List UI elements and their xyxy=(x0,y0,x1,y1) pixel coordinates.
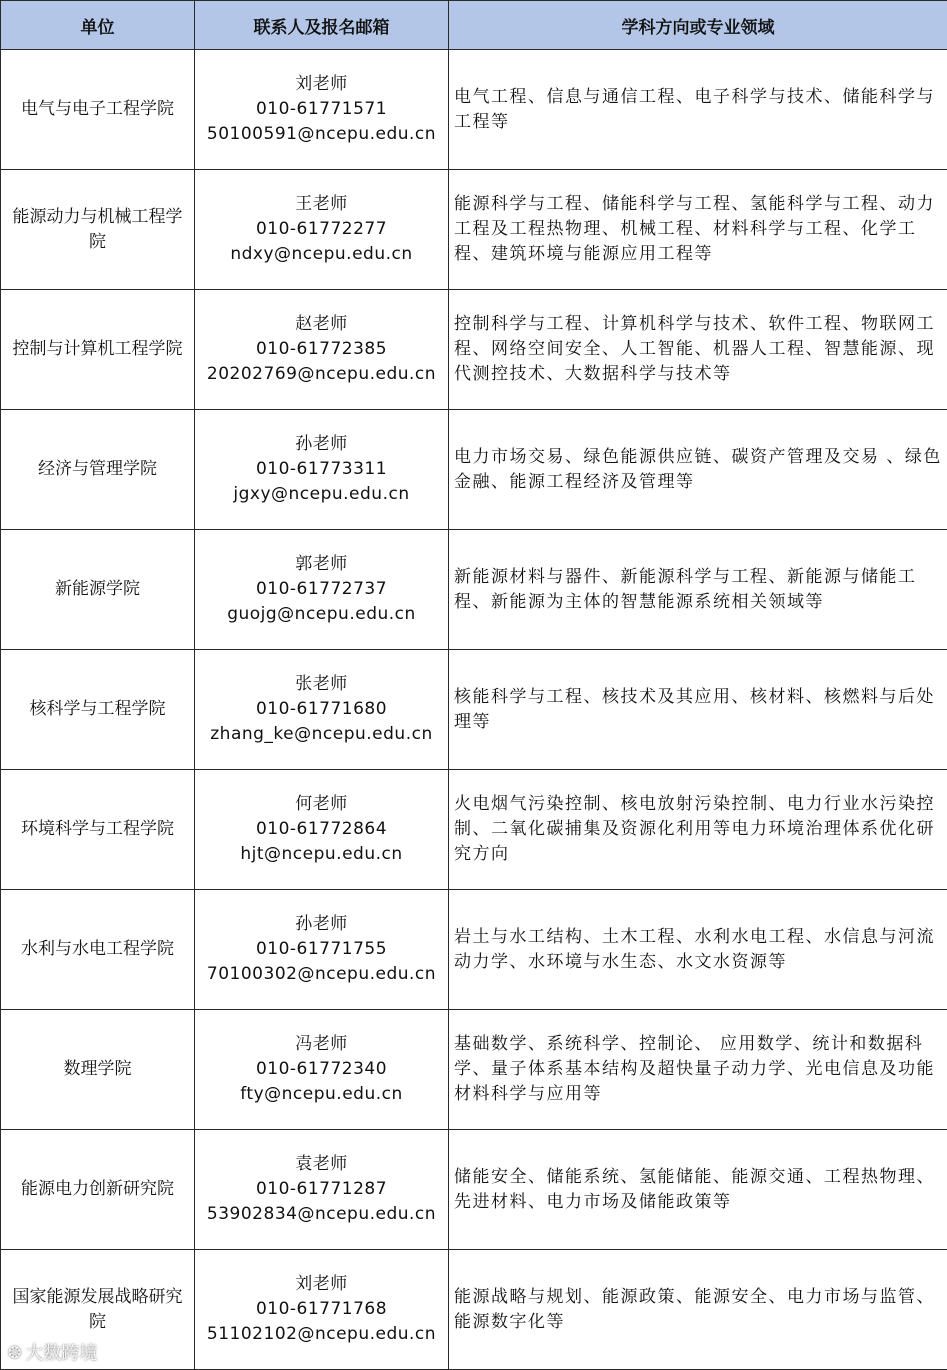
field-cell: 能源科学与工程、储能科学与工程、氢能科学与工程、动力工程及工程热物理、机械工程、材料科学与工程、化学工程、建筑环境与能源应用工程等 xyxy=(449,170,947,290)
contact-cell xyxy=(195,410,449,530)
unit-cell: 新能源学院 xyxy=(1,530,195,650)
contact-name: 何老师 xyxy=(295,794,348,814)
table-row xyxy=(1,530,947,650)
contact-cell xyxy=(195,1010,449,1130)
contact-phone: 010-61771768 xyxy=(255,1299,388,1319)
contact-name: 刘老师 xyxy=(295,74,348,94)
contact-phone: 010-61771755 xyxy=(255,939,388,959)
unit-cell: 环境科学与工程学院 xyxy=(1,770,195,890)
contact-phone: 010-61773311 xyxy=(255,459,388,479)
contact-email[interactable]: 51102102@ncepu.edu.cn xyxy=(206,1324,437,1344)
table-row xyxy=(1,410,947,530)
unit-cell: 核科学与工程学院 xyxy=(1,650,195,770)
watermark-text: 大数跨境 xyxy=(25,1343,98,1364)
contact-phone: 010-61772737 xyxy=(255,579,388,599)
watermark xyxy=(8,1339,97,1365)
contact-cell xyxy=(195,530,449,650)
field-cell: 新能源材料与器件、新能源科学与工程、新能源与储能工程、新能源为主体的智慧能源系统相关领域等 xyxy=(449,530,947,650)
contact-email[interactable]: 70100302@ncepu.edu.cn xyxy=(206,964,437,984)
contact-email[interactable]: 53902834@ncepu.edu.cn xyxy=(206,1204,437,1224)
header-unit: 单位 xyxy=(1,1,195,50)
unit-cell: 数理学院 xyxy=(1,1010,195,1130)
field-cell: 电气工程、信息与通信工程、电子科学与技术、储能科学与工程等 xyxy=(449,50,947,170)
unit-cell: 水利与水电工程学院 xyxy=(1,890,195,1010)
unit-cell: 经济与管理学院 xyxy=(1,410,195,530)
table-row xyxy=(1,170,947,290)
header-field: 学科方向或专业领域 xyxy=(449,1,947,50)
contact-email[interactable]: guojg@ncepu.edu.cn xyxy=(227,604,416,624)
contact-phone: 010-61771680 xyxy=(255,699,388,719)
field-cell: 电力市场交易、绿色能源供应链、碳资产管理及交易 、绿色金融、能源工程经济及管理等 xyxy=(449,410,947,530)
contact-name: 张老师 xyxy=(295,674,348,694)
field-cell: 储能安全、储能系统、氢能储能、能源交通、工程热物理、先进材料、电力市场及储能政策等 xyxy=(449,1130,947,1250)
contact-cell xyxy=(195,1130,449,1250)
contact-email[interactable]: 50100591@ncepu.edu.cn xyxy=(206,124,437,144)
contact-email[interactable]: 20202769@ncepu.edu.cn xyxy=(206,364,437,384)
contact-cell xyxy=(195,890,449,1010)
contact-phone: 010-61772385 xyxy=(255,339,388,359)
contact-phone: 010-61771287 xyxy=(255,1179,388,1199)
field-cell: 基础数学、系统科学、控制论、 应用数学、统计和数据科学、量子体系基本结构及超快量子动力学、光电信息及功能材料科学与应用等 xyxy=(449,1010,947,1130)
table-row xyxy=(1,650,947,770)
logo-icon: ❂ xyxy=(8,1342,22,1362)
contact-cell xyxy=(195,650,449,770)
field-cell: 岩土与水工结构、土木工程、水利水电工程、水信息与河流动力学、水环境与水生态、水文水资源等 xyxy=(449,890,947,1010)
contact-name: 孙老师 xyxy=(295,914,348,934)
contact-cell xyxy=(195,170,449,290)
contact-cell xyxy=(195,770,449,890)
contact-email[interactable]: fty@ncepu.edu.cn xyxy=(240,1084,403,1104)
header-row xyxy=(1,1,947,50)
contact-name: 王老师 xyxy=(295,194,348,214)
table-row xyxy=(1,1010,947,1130)
contact-email[interactable]: zhang_ke@ncepu.edu.cn xyxy=(210,724,433,744)
unit-cell: 电气与电子工程学院 xyxy=(1,50,195,170)
unit-cell: 能源动力与机械工程学院 xyxy=(1,170,195,290)
unit-cell: 控制与计算机工程学院 xyxy=(1,290,195,410)
contact-phone: 010-61772340 xyxy=(255,1059,388,1079)
contact-name: 赵老师 xyxy=(295,314,348,334)
field-cell: 核能科学与工程、核技术及其应用、核材料、核燃料与后处理等 xyxy=(449,650,947,770)
contact-email[interactable]: hjt@ncepu.edu.cn xyxy=(240,844,403,864)
contact-cell xyxy=(195,1250,449,1370)
contact-name: 郭老师 xyxy=(295,554,348,574)
contact-phone: 010-61772277 xyxy=(255,219,388,239)
header-contact: 联系人及报名邮箱 xyxy=(195,1,449,50)
contact-phone: 010-61772864 xyxy=(255,819,388,839)
contact-cell xyxy=(195,290,449,410)
contact-email[interactable]: jgxy@ncepu.edu.cn xyxy=(233,484,410,504)
table-row xyxy=(1,50,947,170)
contact-name: 刘老师 xyxy=(295,1274,348,1294)
contact-name: 孙老师 xyxy=(295,434,348,454)
table-row xyxy=(1,1250,947,1370)
contact-name: 袁老师 xyxy=(295,1154,348,1174)
table-row xyxy=(1,770,947,890)
field-cell: 控制科学与工程、计算机科学与技术、软件工程、物联网工程、网络空间安全、人工智能、机器人工程、智慧能源、现代测控技术、大数据科学与技术等 xyxy=(449,290,947,410)
contact-cell xyxy=(195,50,449,170)
unit-cell: 能源电力创新研究院 xyxy=(1,1130,195,1250)
contact-phone: 010-61771571 xyxy=(255,99,388,119)
table-row xyxy=(1,1130,947,1250)
table-row xyxy=(1,290,947,410)
table-row xyxy=(1,890,947,1010)
contact-email[interactable]: ndxy@ncepu.edu.cn xyxy=(230,244,413,264)
contact-name: 冯老师 xyxy=(295,1034,348,1054)
unit-cell: 国家能源发展战略研究院 xyxy=(1,1250,195,1370)
field-cell: 火电烟气污染控制、核电放射污染控制、电力行业水污染控制、二氧化碳捕集及资源化利用等电力环境治理体系优化研究方向 xyxy=(449,770,947,890)
field-cell: 能源战略与规划、能源政策、能源安全、电力市场与监管、能源数字化等 xyxy=(449,1250,947,1370)
